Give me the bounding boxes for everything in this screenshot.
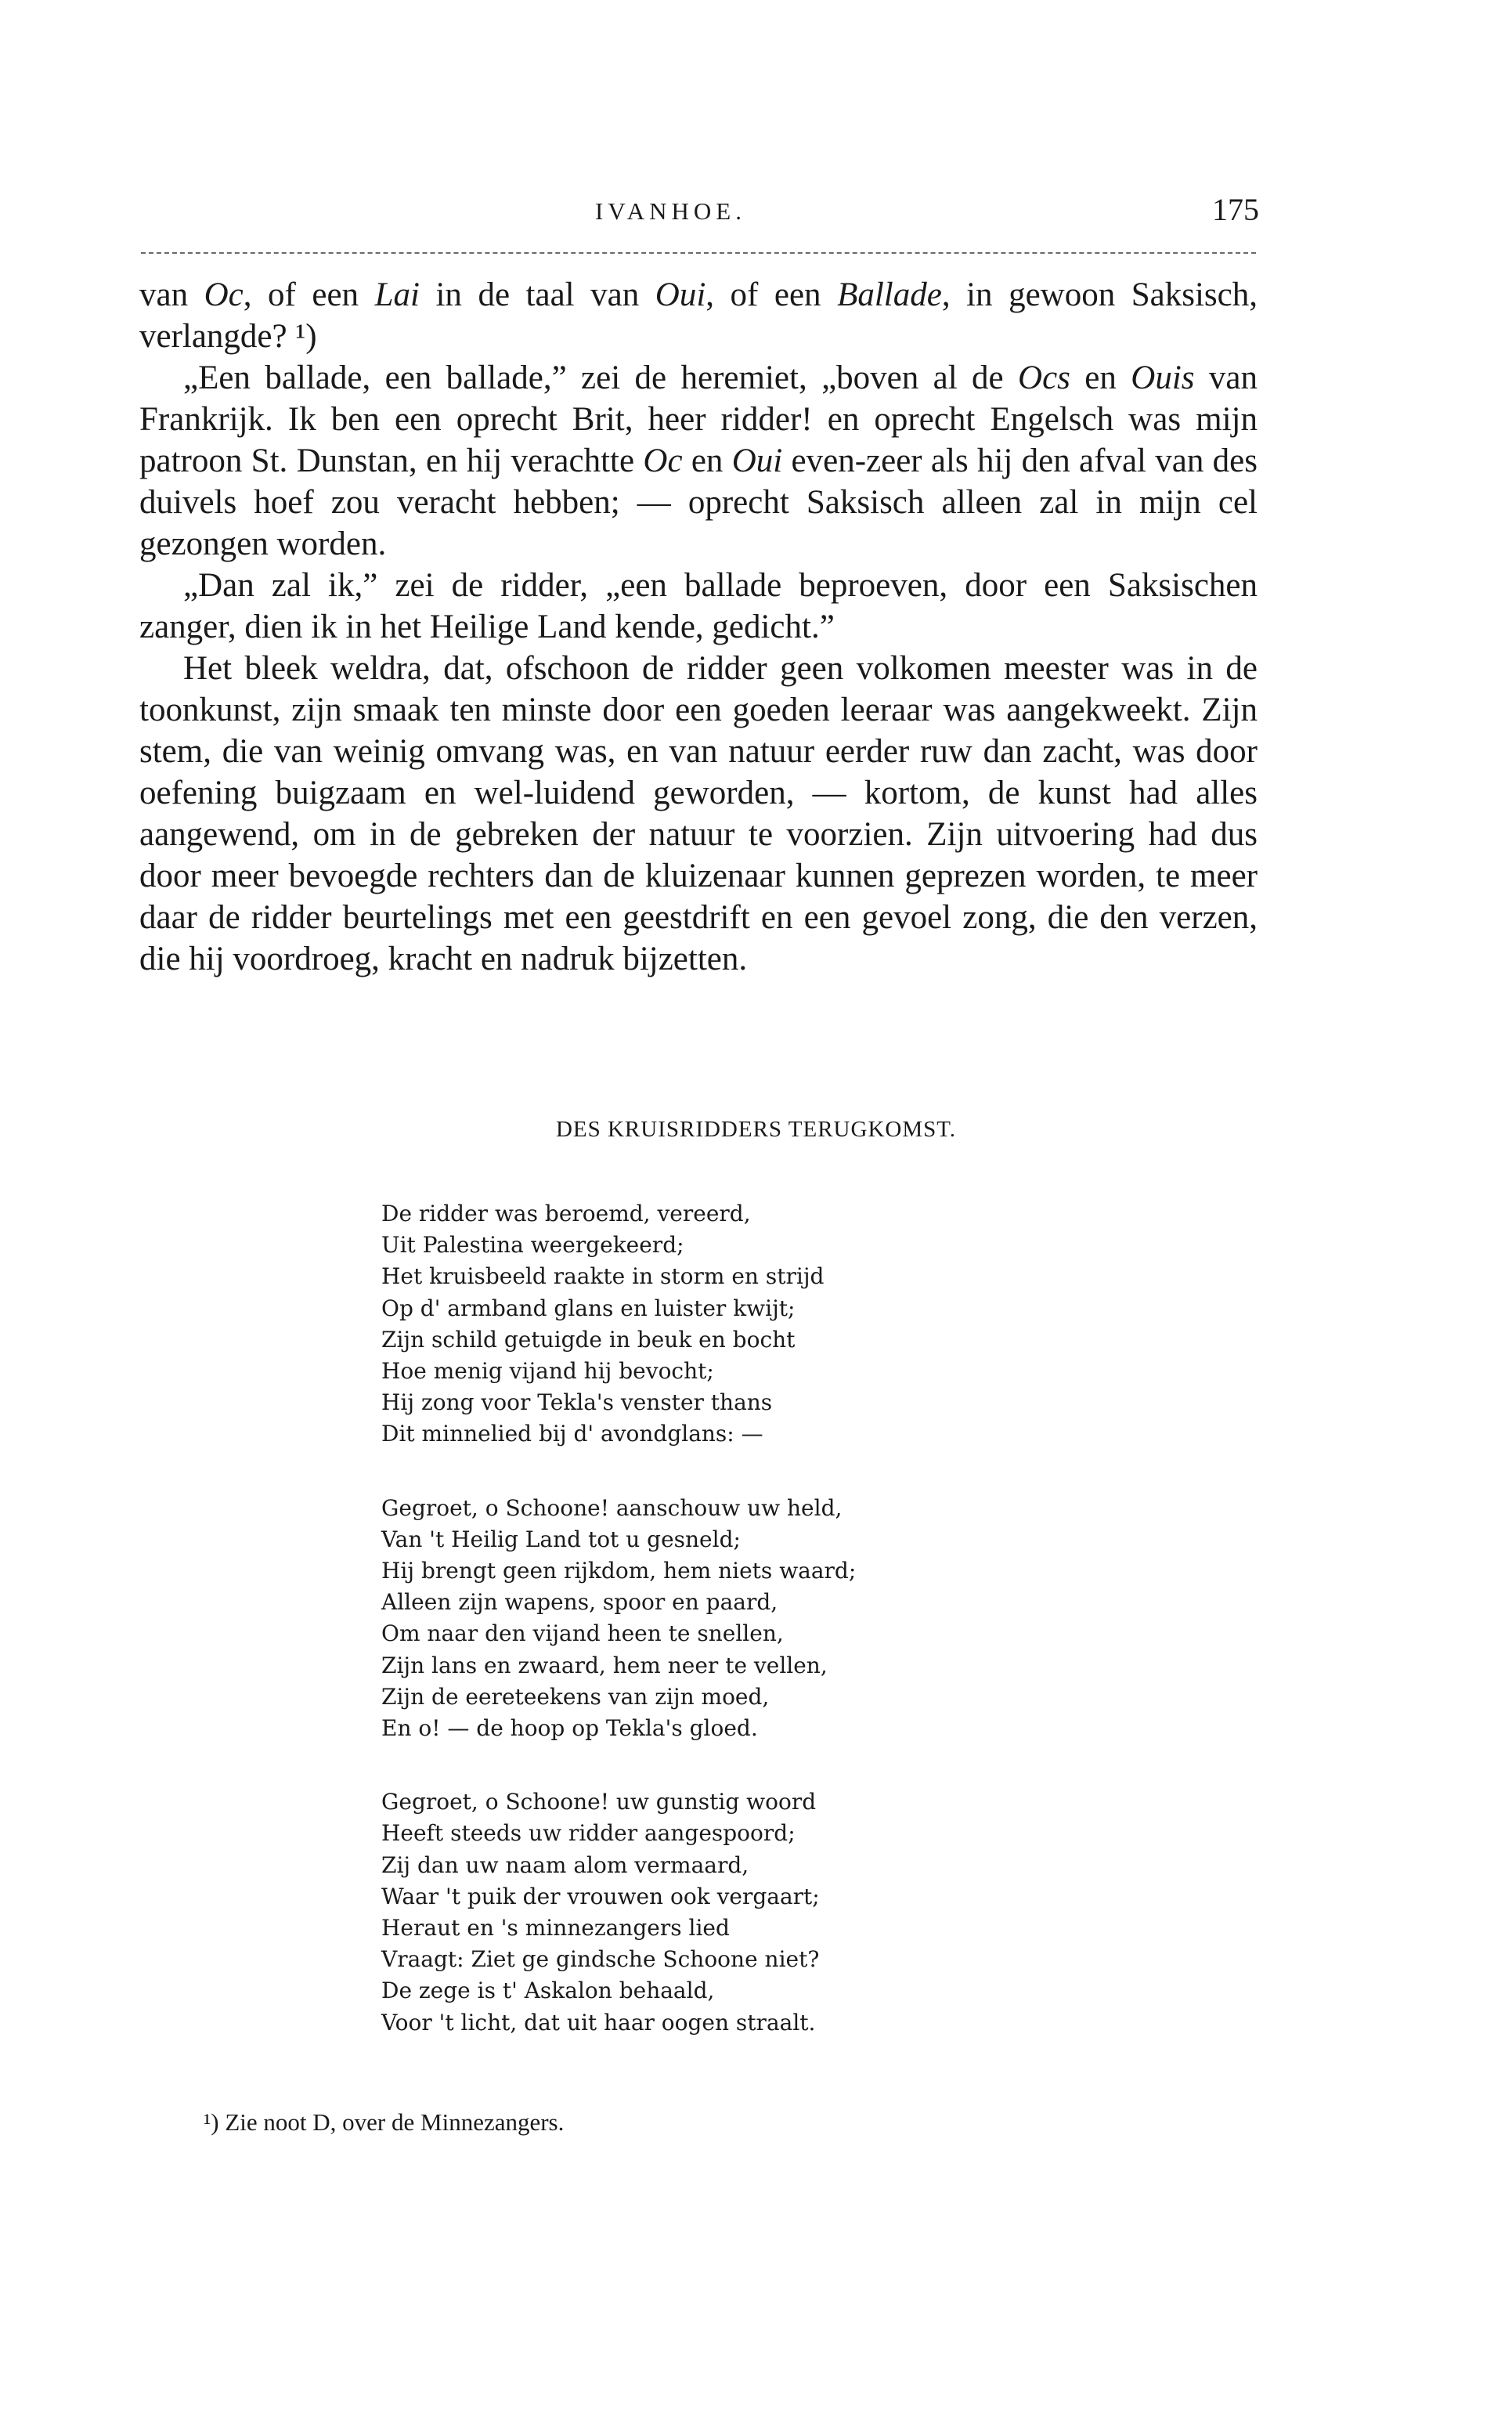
poem-title: DES KRUISRIDDERS TERUGKOMST. <box>555 1117 957 1142</box>
poem-line: Gegroet, o Schoone! uw gunstig woord <box>381 1789 817 1815</box>
poem-line: Alleen zijn wapens, spoor en paard, <box>381 1589 778 1616</box>
poem-line: De ridder was beroemd, vereerd, <box>381 1201 751 1226</box>
poem-line: Hoe menig vijand hij bevocht; <box>381 1358 714 1385</box>
text-run: en <box>1070 359 1131 396</box>
poem-line: En o! — de hoop op Tekla's gloed. <box>381 1715 758 1742</box>
paragraph <box>139 565 1258 648</box>
poem-line: Heeft steeds uw ridder aangespoord; <box>381 1820 796 1847</box>
italic-term: Oc <box>643 443 683 479</box>
italic-term: Ocs <box>1018 359 1070 396</box>
footnote: ¹) Zie noot D, over de Minnezangers. <box>204 2108 565 2136</box>
text-run: van Frankrijk. Ik ben een oprecht Brit, heer ridder! en oprecht Engelsch was mijn patroon St. Dunstan, en hij verachtte <box>139 359 1258 479</box>
poem-line: De zege is t' Askalon behaald, <box>381 1978 715 2004</box>
poem-stanza <box>381 1198 856 1450</box>
poem-line: Zijn schild getuigde in beuk en bocht <box>381 1326 796 1353</box>
text-run: Het bleek weldra, dat, ofschoon de ridder geen volkomen meester was in de toonkunst, zijn smaak ten minste door een goeden leeraar was aangekweekt. Zijn stem, die van weinig omvang was, en van natuur eerder ruw dan zacht, was door oefening buigzaam en wel-luidend geworden, — kortom, de kunst had alles aangewend, om in de gebreken der natuur te voorzien. Zijn uitvoering had dus door meer bevoegde rechters dan de kluizenaar kunnen geprezen worden, te meer daar de ridder beurtelings met een geestdrift en een gevoel zong, die den verzen, die hij voordroeg, kracht en nadruk bijzetten. <box>139 650 1258 977</box>
page-number: 175 <box>1212 192 1259 227</box>
text-run: , of een <box>705 276 838 313</box>
text-run: en <box>682 443 732 479</box>
italic-term: Oc <box>204 276 244 313</box>
poem-line: Waar 't puik der vrouwen ook vergaart; <box>381 1883 820 1909</box>
text-run: in de taal van <box>419 276 655 313</box>
text-run: „Een ballade, een ballade,” zei de heremiet, „boven al de <box>183 359 1019 396</box>
italic-term: Oui <box>655 276 706 313</box>
italic-term: Lai <box>374 276 420 313</box>
text-run: even-zeer als hij den afval van des duivels hoef zou veracht hebben; — oprecht Saksisch alleen zal in mijn cel gezongen worden. <box>139 443 1258 562</box>
header-rule <box>141 252 1256 254</box>
italic-term: Oui <box>731 443 783 479</box>
running-header-title: IVANHOE. <box>595 197 746 225</box>
prose-body <box>139 274 1258 980</box>
poem-stanza <box>381 1493 856 1745</box>
paragraph <box>139 357 1258 565</box>
poem-line: Het kruisbeeld raakte in storm en strijd <box>381 1263 825 1290</box>
poem-line: Dit minnelied bij d' avondglans: — <box>381 1421 763 1447</box>
text-run: , in gewoon Saksisch, verlangde? ¹) <box>139 276 1258 355</box>
text-run: „Dan zal ik,” zei de ridder, „een ballade beproeven, door een Saksischen zanger, dien ik in het Heilige Land kende, gedicht.” <box>139 567 1258 645</box>
poem-line: Hij brengt geen rijkdom, hem niets waard; <box>381 1558 857 1584</box>
poem <box>381 1198 856 2081</box>
poem-line: Gegroet, o Schoone! aanschouw uw held, <box>381 1494 843 1521</box>
poem-line: Van 't Heilig Land tot u gesneld; <box>381 1526 741 1552</box>
poem-line: Hij zong voor Tekla's venster thans <box>381 1389 773 1416</box>
text-run: , of een <box>243 276 375 313</box>
text-run: van <box>139 276 204 313</box>
italic-term: Ouis <box>1131 359 1195 396</box>
poem-stanza <box>381 1786 856 2039</box>
poem-line: Zij dan uw naam alom vermaard, <box>381 1851 749 1878</box>
paragraph <box>139 648 1258 980</box>
poem-line: Vraagt: Ziet ge gindsche Schoone niet? <box>381 1946 820 1973</box>
poem-line: Zijn de eereteekens van zijn moed, <box>381 1683 770 1710</box>
poem-line: Voor 't licht, dat uit haar oogen straalt. <box>381 2009 816 2036</box>
paragraph <box>139 274 1258 357</box>
poem-line: Heraut en 's minnezangers lied <box>381 1915 730 1942</box>
poem-line: Op d' armband glans en luister kwijt; <box>381 1295 796 1321</box>
poem-line: Om naar den vijand heen te snellen, <box>381 1620 784 1647</box>
poem-line: Zijn lans en zwaard, hem neer te vellen, <box>381 1652 828 1678</box>
poem-line: Uit Palestina weergekeerd; <box>381 1232 684 1259</box>
italic-term: Ballade <box>837 276 942 313</box>
